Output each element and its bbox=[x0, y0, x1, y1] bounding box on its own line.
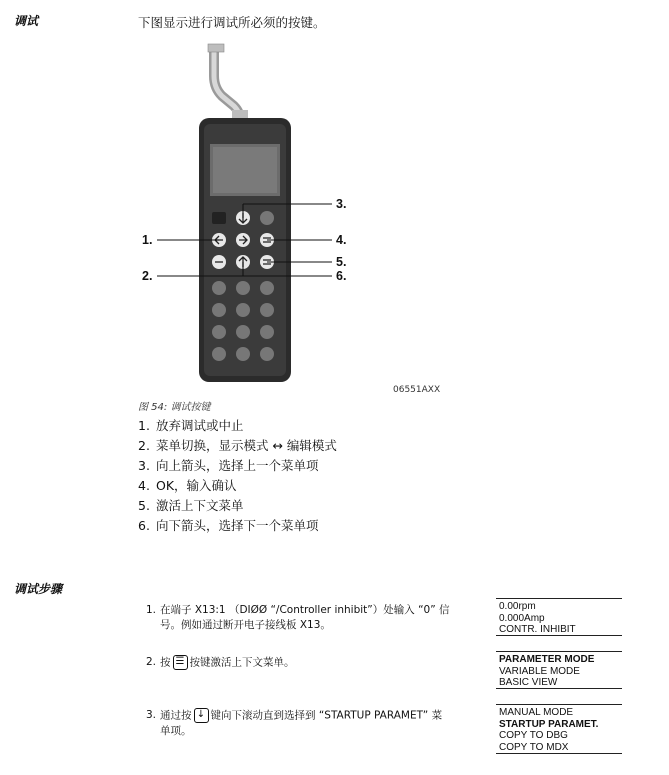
callout-4: 4. bbox=[336, 233, 347, 247]
context-menu-key-icon: ☰ bbox=[173, 655, 188, 670]
display-box-step-1: 0.00rpm 0.000Amp CONTR. INHIBIT bbox=[496, 598, 622, 636]
down-arrow-key-icon: ↓ bbox=[194, 708, 209, 723]
step-1: 1. 在端子 X13:1 （DIØØ “/Controller inhibit”）处输入 “0” 信 号。例如通过断开电子接线板 X13。 bbox=[146, 604, 450, 631]
step-2: 2. 按 ☰ 按键激活上下文菜单。 bbox=[146, 656, 295, 669]
display-box-step-2: PARAMETER MODE VARIABLE MODE BASIC VIEW bbox=[496, 651, 622, 689]
section-title-commissioning: 调试 bbox=[14, 14, 39, 28]
section-title-procedure: 调试步骤 bbox=[14, 582, 63, 596]
figure-caption: 图 54: 调试按键 bbox=[138, 402, 211, 413]
legend-item: 3. 向上箭头，选择上一个菜单项 bbox=[138, 458, 319, 473]
legend-item: 6. 向下箭头，选择下一个菜单项 bbox=[138, 518, 319, 533]
callout-2: 2. bbox=[142, 269, 153, 283]
intro-text: 下图显示进行调试所必须的按键。 bbox=[138, 15, 326, 30]
step-3: 3. 通过按 ↓ 键向下滚动直到选择到 “STARTUP PARAMET” 菜 单项。 bbox=[146, 709, 443, 737]
callout-3: 3. bbox=[336, 197, 347, 211]
callout-5: 5. bbox=[336, 255, 347, 269]
legend-item: 5. 激活上下文菜单 bbox=[138, 498, 244, 513]
callout-1: 1. bbox=[142, 233, 153, 247]
legend-item: 4. OK，输入确认 bbox=[138, 478, 237, 493]
figure-ref-code: 06551AXX bbox=[393, 385, 441, 395]
legend-item: 2. 菜单切换，显示模式 ↔ 编辑模式 bbox=[138, 438, 337, 453]
keypad-figure bbox=[130, 40, 450, 388]
legend-item: 1. 放弃调试或中止 bbox=[138, 418, 244, 433]
display-box-step-3: MANUAL MODE STARTUP PARAMET. COPY TO DBG COPY TO MDX bbox=[496, 704, 622, 754]
callout-6: 6. bbox=[336, 269, 347, 283]
